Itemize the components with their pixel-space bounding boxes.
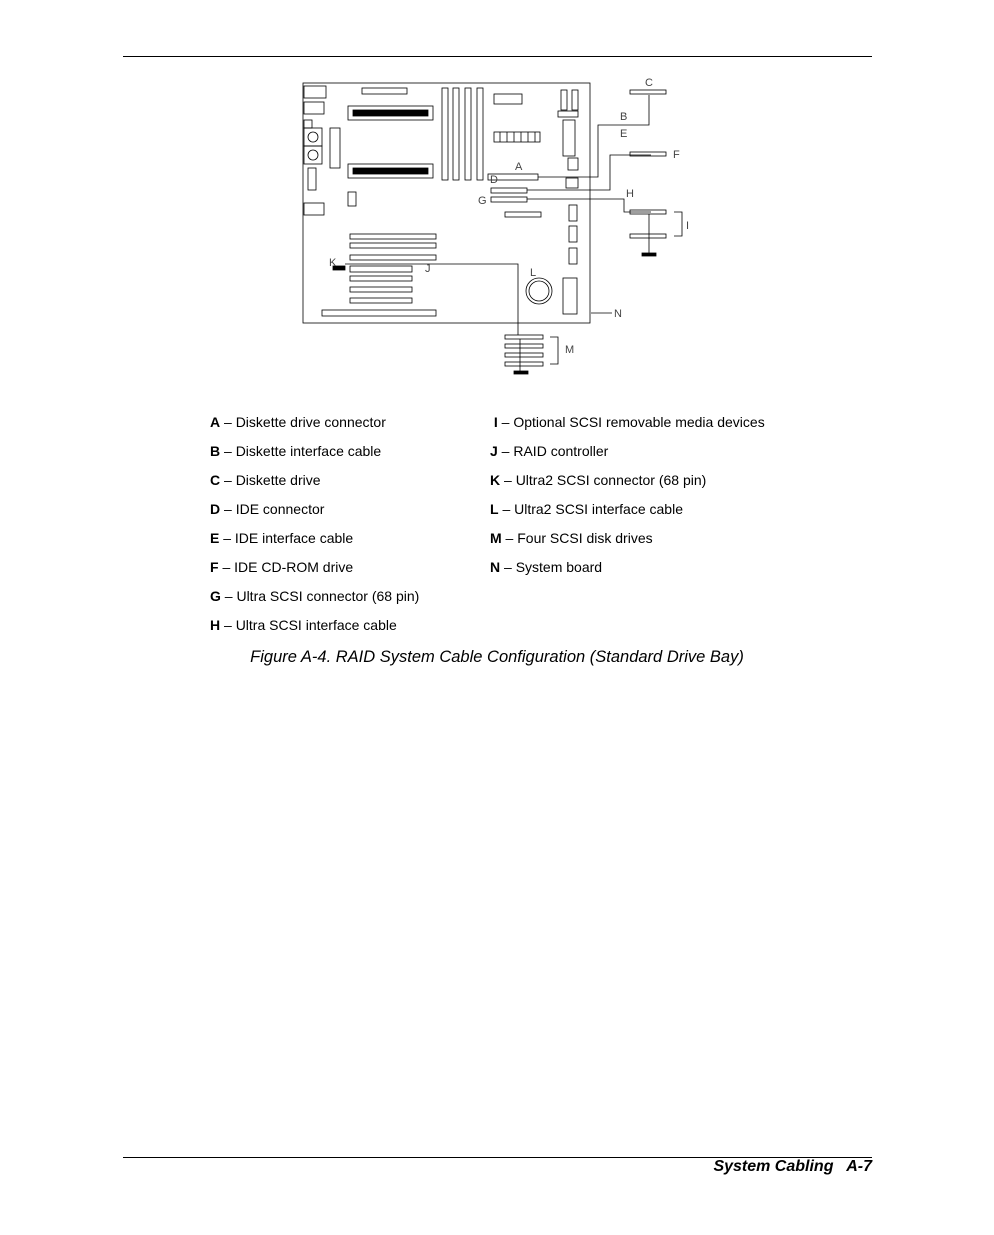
legend-right-column (490, 412, 765, 586)
legend-item-i: I – Optional SCSI removable media devices (493, 414, 765, 430)
legend-item-f: F – IDE CD-ROM drive (210, 559, 354, 575)
callout-e: E (620, 128, 628, 140)
callout-c: C (645, 77, 653, 89)
legend-item-c: C – Diskette drive (210, 472, 321, 488)
callout-b: B (620, 111, 628, 123)
legend-item-k: K – Ultra2 SCSI connector (68 pin) (490, 472, 707, 488)
callout-j: J (425, 263, 431, 275)
callout-l: L (530, 267, 537, 279)
legend-item-d: D – IDE connector (210, 501, 325, 517)
callout-a: A (515, 161, 523, 173)
raid-controller-slot (350, 266, 412, 272)
system-board-cabling-diagram (300, 72, 690, 384)
legend-item-g: G – Ultra SCSI connector (68 pin) (210, 588, 420, 604)
header-rule (123, 56, 872, 57)
callout-g: G (478, 195, 487, 207)
page-footer (713, 1158, 872, 1176)
legend-item-e: E – IDE interface cable (210, 530, 354, 546)
figure-caption: Figure A-4. RAID System Cable Configuration (Standard Drive Bay) (250, 648, 744, 666)
legend-item-h: H – Ultra SCSI interface cable (210, 617, 397, 633)
legend-item-j: J – RAID controller (490, 443, 609, 459)
legend-item-b: B – Diskette interface cable (210, 443, 382, 459)
callout-f: F (673, 149, 680, 161)
callout-n: N (614, 308, 622, 320)
callout-m: M (565, 344, 575, 356)
system-board (303, 83, 590, 323)
legend-left-column (210, 412, 419, 644)
callout-d: D (490, 174, 498, 186)
callout-i: I (686, 220, 690, 232)
diskette-drive (630, 90, 666, 94)
callout-h: H (626, 188, 634, 200)
ultra-scsi-connector (491, 197, 527, 202)
legend-item-n: N – System board (490, 559, 603, 575)
legend-item-a: A – Diskette drive connector (210, 414, 386, 430)
legend-item-l: L – Ultra2 SCSI interface cable (490, 501, 683, 517)
callout-k: K (329, 257, 337, 269)
footer-section-title: System Cabling (713, 1158, 834, 1175)
legend-item-m: M – Four SCSI disk drives (490, 530, 653, 546)
footer-page-number: A-7 (846, 1158, 872, 1175)
ide-connector (491, 188, 527, 193)
